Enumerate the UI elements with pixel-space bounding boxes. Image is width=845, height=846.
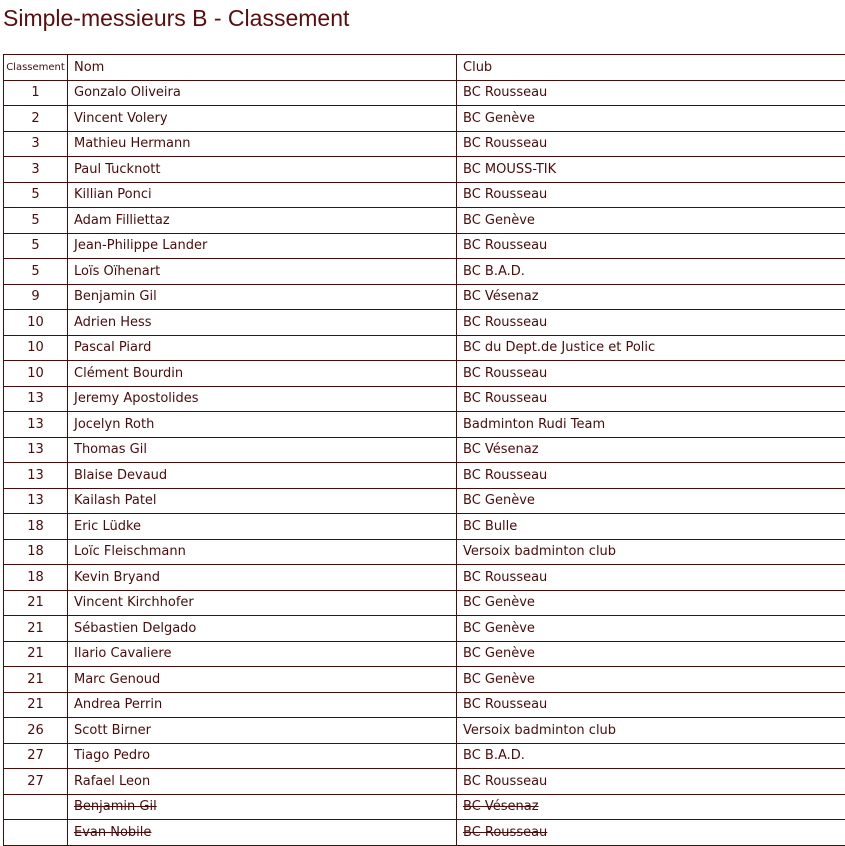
player-name-cell: Rafael Leon — [68, 769, 457, 795]
rank-cell: 5 — [4, 208, 68, 234]
club-cell: BC Genève — [457, 667, 845, 693]
rank-cell: 18 — [4, 514, 68, 540]
rank-cell — [4, 794, 68, 820]
table-row — [4, 259, 845, 285]
club-cell: BC Rousseau — [457, 310, 845, 336]
player-name-cell: Blaise Devaud — [68, 463, 457, 489]
table-row — [4, 743, 845, 769]
player-name-cell: Pascal Piard — [68, 335, 457, 361]
player-name-cell: Jean-Philippe Lander — [68, 233, 457, 259]
table-row — [4, 157, 845, 183]
rank-cell: 21 — [4, 692, 68, 718]
table-row — [4, 284, 845, 310]
player-name-cell: Jeremy Apostolides — [68, 386, 457, 412]
club-cell: BC Genève — [457, 616, 845, 642]
player-name-cell: Scott Birner — [68, 718, 457, 744]
table-row — [4, 667, 845, 693]
player-name-cell: Loïs Oïhenart — [68, 259, 457, 285]
table-row — [4, 539, 845, 565]
player-name-cell: Evan Nobile — [68, 820, 457, 846]
table-row — [4, 131, 845, 157]
club-cell: BC Vésenaz — [457, 284, 845, 310]
page-title: Simple-messieurs B - Classement — [3, 5, 350, 31]
rank-cell: 18 — [4, 539, 68, 565]
table-row — [4, 80, 845, 106]
rank-cell: 21 — [4, 590, 68, 616]
table-row — [4, 641, 845, 667]
column-header-name: Nom — [68, 55, 457, 81]
club-cell: Versoix badminton club — [457, 539, 845, 565]
table-row — [4, 488, 845, 514]
player-name-cell: Adam Filliettaz — [68, 208, 457, 234]
player-name-cell: Benjamin Gil — [68, 284, 457, 310]
table-row — [4, 182, 845, 208]
player-name-cell: Paul Tucknott — [68, 157, 457, 183]
rank-cell: 5 — [4, 259, 68, 285]
table-row — [4, 386, 845, 412]
rank-cell: 5 — [4, 182, 68, 208]
club-cell: BC Rousseau — [457, 820, 845, 846]
table-row — [4, 361, 845, 387]
table-row — [4, 692, 845, 718]
club-cell: BC Genève — [457, 641, 845, 667]
player-name-cell: Mathieu Hermann — [68, 131, 457, 157]
table-row — [4, 310, 845, 336]
player-name-cell: Sébastien Delgado — [68, 616, 457, 642]
player-name-cell: Vincent Volery — [68, 106, 457, 132]
table-row — [4, 412, 845, 438]
rank-cell: 3 — [4, 157, 68, 183]
player-name-cell: Marc Genoud — [68, 667, 457, 693]
rank-cell: 13 — [4, 437, 68, 463]
club-cell: BC Vésenaz — [457, 437, 845, 463]
club-cell: BC Rousseau — [457, 386, 845, 412]
rank-cell: 27 — [4, 769, 68, 795]
rank-cell: 13 — [4, 412, 68, 438]
table-row — [4, 514, 845, 540]
rank-cell: 13 — [4, 488, 68, 514]
rank-cell: 18 — [4, 565, 68, 591]
column-header-club: Club — [457, 55, 845, 81]
table-row — [4, 820, 845, 846]
club-cell: BC Rousseau — [457, 80, 845, 106]
rank-cell: 13 — [4, 463, 68, 489]
club-cell: BC Vésenaz — [457, 794, 845, 820]
player-name-cell: Vincent Kirchhofer — [68, 590, 457, 616]
club-cell: BC Rousseau — [457, 182, 845, 208]
club-cell: BC Genève — [457, 106, 845, 132]
rank-cell: 10 — [4, 335, 68, 361]
player-name-cell: Adrien Hess — [68, 310, 457, 336]
club-cell: BC B.A.D. — [457, 259, 845, 285]
player-name-cell: Thomas Gil — [68, 437, 457, 463]
ranking-table — [3, 54, 845, 846]
rank-cell: 3 — [4, 131, 68, 157]
player-name-cell: Jocelyn Roth — [68, 412, 457, 438]
rank-cell — [4, 820, 68, 846]
table-header-row — [4, 55, 845, 81]
table-row — [4, 590, 845, 616]
table-row — [4, 233, 845, 259]
player-name-cell: Clément Bourdin — [68, 361, 457, 387]
table-row — [4, 106, 845, 132]
club-cell: BC Bulle — [457, 514, 845, 540]
rank-cell: 10 — [4, 361, 68, 387]
table-row — [4, 769, 845, 795]
club-cell: BC Genève — [457, 590, 845, 616]
player-name-cell: Ilario Cavaliere — [68, 641, 457, 667]
rank-cell: 2 — [4, 106, 68, 132]
player-name-cell: Kailash Patel — [68, 488, 457, 514]
player-name-cell: Kevin Bryand — [68, 565, 457, 591]
club-cell: BC B.A.D. — [457, 743, 845, 769]
column-header-rank: Classement — [4, 55, 68, 81]
player-name-cell: Eric Lüdke — [68, 514, 457, 540]
rank-cell: 27 — [4, 743, 68, 769]
player-name-cell: Gonzalo Oliveira — [68, 80, 457, 106]
club-cell: BC MOUSS-TIK — [457, 157, 845, 183]
table-row — [4, 437, 845, 463]
player-name-cell: Tiago Pedro — [68, 743, 457, 769]
player-name-cell: Andrea Perrin — [68, 692, 457, 718]
player-name-cell: Benjamin Gil — [68, 794, 457, 820]
club-cell: BC Rousseau — [457, 565, 845, 591]
table-row — [4, 208, 845, 234]
rank-cell: 5 — [4, 233, 68, 259]
club-cell: Badminton Rudi Team — [457, 412, 845, 438]
table-row — [4, 794, 845, 820]
club-cell: BC du Dept.de Justice et Polic — [457, 335, 845, 361]
table-row — [4, 335, 845, 361]
rank-cell: 21 — [4, 616, 68, 642]
club-cell: BC Rousseau — [457, 769, 845, 795]
table-row — [4, 463, 845, 489]
table-row — [4, 565, 845, 591]
rank-cell: 21 — [4, 667, 68, 693]
club-cell: BC Genève — [457, 208, 845, 234]
rank-cell: 10 — [4, 310, 68, 336]
club-cell: BC Rousseau — [457, 131, 845, 157]
club-cell: BC Rousseau — [457, 233, 845, 259]
rank-cell: 9 — [4, 284, 68, 310]
rank-cell: 21 — [4, 641, 68, 667]
rank-cell: 13 — [4, 386, 68, 412]
ranking-body — [4, 80, 845, 845]
rank-cell: 1 — [4, 80, 68, 106]
rank-cell: 26 — [4, 718, 68, 744]
player-name-cell: Killian Ponci — [68, 182, 457, 208]
club-cell: BC Rousseau — [457, 692, 845, 718]
club-cell: BC Rousseau — [457, 361, 845, 387]
club-cell: BC Genève — [457, 488, 845, 514]
player-name-cell: Loïc Fleischmann — [68, 539, 457, 565]
table-row — [4, 616, 845, 642]
table-row — [4, 718, 845, 744]
club-cell: BC Rousseau — [457, 463, 845, 489]
club-cell: Versoix badminton club — [457, 718, 845, 744]
